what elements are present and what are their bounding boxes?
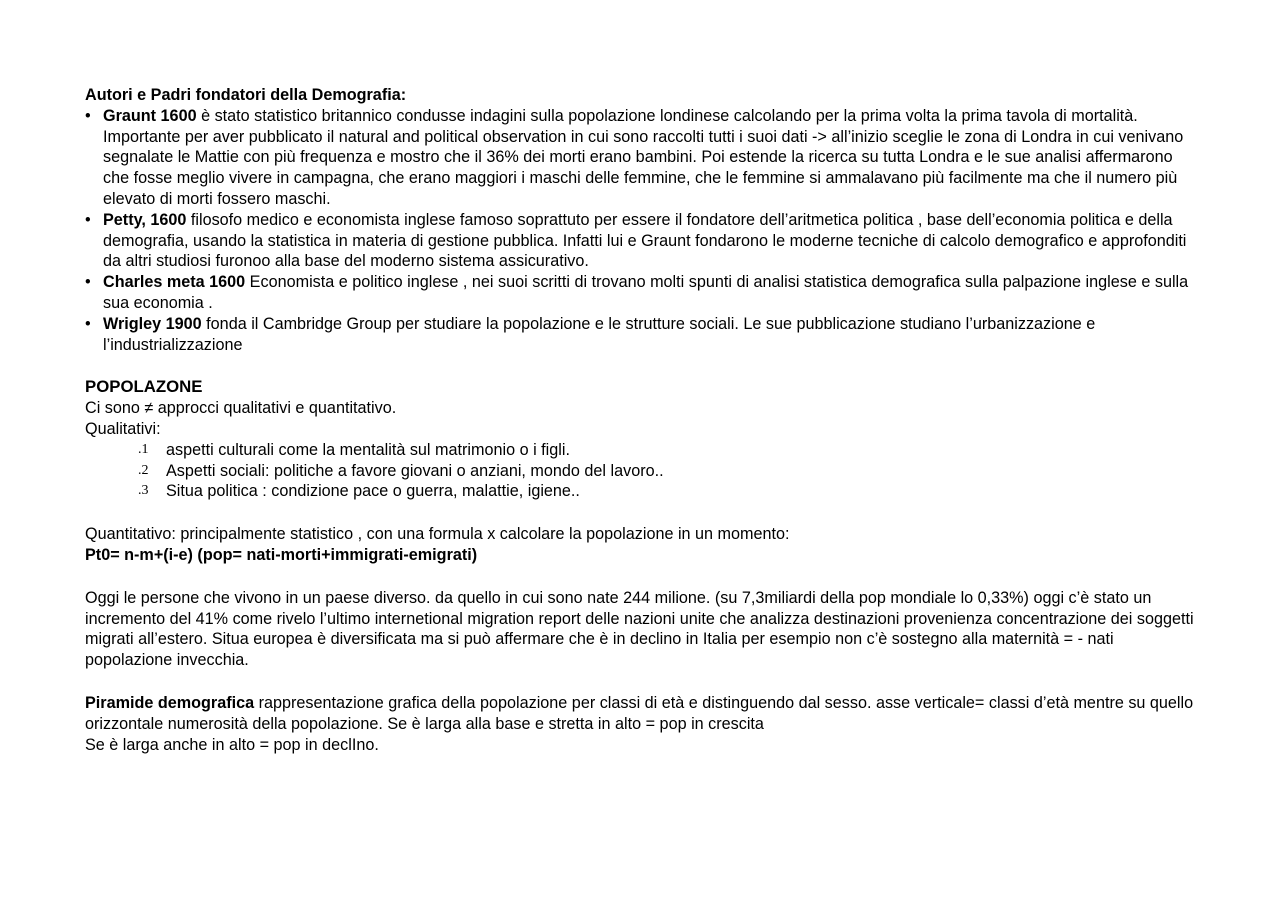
author-description: è stato statistico britannico condusse indagini sulla popolazione londinese calcolando per la prima volta la prima tavola di mortalità. Importante per aver pubblicato il natural and political observation in cui sono raccolti tutti i suoi dati -> all’inizio sceglie le zona di Londra in cui venivano segnalate le Mattie con più frequenza e mostro che il 36% dei morti erano bambini. Poi estende la ricerca su tutta Londra e le sue analisi affermarono che fosse meglio vivere in campagna, che erano maggiori i maschi delle femmine, che le femmine si ammalavano più facilmente ma che il numero più elevato di morti fossero maschi.: [103, 106, 1184, 208]
author-description: fonda il Cambridge Group per studiare la popolazione e le strutture sociali. Le sue pubblicazione studiano l’urbanizzazione e l’industrializzazione: [103, 314, 1096, 354]
bullet-icon: •: [85, 314, 91, 333]
list-item: [85, 210, 1195, 272]
pyramid-line-2: Se è larga anche in alto = pop in declIno.: [85, 735, 379, 754]
list-item: [138, 481, 1195, 502]
author-name: Graunt 1600: [103, 106, 197, 125]
list-item-text: Situa politica : condizione pace o guerra, malattie, igiene..: [166, 482, 580, 501]
authors-heading: Autori e Padri fondatori della Demografia:: [85, 86, 407, 104]
migration-paragraph: Oggi le persone che vivono in un paese diverso. da quello in cui sono nate 244 milione. (su 7,3miliardi della pop mondiale lo 0,33%) oggi c’è stato un incremento del 41% come rivelo l’ultimo internetional migration report delle nazioni unite che analizza destinazioni provenienza concentrazione dei soggetti migrati all’estero. Situa europea è diversificata ma si può affermare che è in declino in Italia per esempio non c’è sostegno alla maternità = - nati popolazione invecchia.: [85, 588, 1194, 670]
list-item-text: Aspetti sociali: politiche a favore giovani o anziani, mondo del lavoro..: [166, 461, 664, 480]
pyramid-description: rappresentazione grafica della popolazione per classi di età e distinguendo dal sesso. asse verticale= classi d’età mentre su quello orizzontale numerosità della popolazione. Se è larga alla base e stretta in alto = pop in crescita: [85, 693, 1194, 733]
bullet-icon: •: [85, 210, 91, 229]
quantitative-text: Quantitativo: principalmente statistico , con una formula x calcolare la popolazione in un momento:: [85, 525, 790, 544]
document-page: [85, 85, 1195, 755]
author-description: filosofo medico e economista inglese famoso soprattuto per essere il fondatore dell’aritmetica politica , base dell’economia politica e della demografia, usando la statistica in materia di gestione pubblica. Infatti lui e Graunt fondarono le moderne tecniche di calcolo demografico e approfonditi da altri studiosi furonoo alla base del moderno sistema assicurativo.: [103, 210, 1187, 271]
list-number: .2: [138, 462, 149, 478]
author-description: Economista e politico inglese , nei suoi scritti di trovano molti spunti di analisi statistica demografica sulla palpazione inglese e sulla sua economia .: [103, 273, 1189, 312]
qualitative-label: Qualitativi:: [85, 419, 161, 438]
list-item: [85, 314, 1195, 356]
list-item: [85, 106, 1195, 210]
spacer: [85, 671, 1195, 693]
authors-list: [85, 106, 1195, 356]
author-name: Petty, 1600: [103, 210, 187, 229]
bullet-icon: •: [85, 106, 91, 125]
author-name: Charles meta 1600: [103, 273, 246, 292]
list-number: .3: [138, 483, 149, 499]
list-item-text: aspetti culturali come la mentalità sul matrimonio o i figli.: [166, 440, 570, 459]
pyramid-term: Piramide demografica: [85, 693, 255, 712]
population-intro: Ci sono ≠ approcci qualitativi e quantitativo.: [85, 399, 397, 418]
formula: Pt0= n-m+(i-e) (pop= nati-morti+immigrati-emigrati): [85, 545, 478, 564]
list-item: [85, 272, 1195, 314]
population-title: POPOLAZONE: [85, 377, 203, 397]
pyramid-paragraph: [85, 693, 1195, 735]
qualitative-list: [85, 440, 1195, 502]
list-item: [138, 440, 1195, 461]
spacer: [85, 566, 1195, 588]
author-name: Wrigley 1900: [103, 314, 202, 333]
spacer: [85, 355, 1195, 377]
bullet-icon: •: [85, 273, 91, 292]
spacer: [85, 502, 1195, 524]
list-number: .1: [138, 441, 149, 457]
list-item: [138, 461, 1195, 482]
